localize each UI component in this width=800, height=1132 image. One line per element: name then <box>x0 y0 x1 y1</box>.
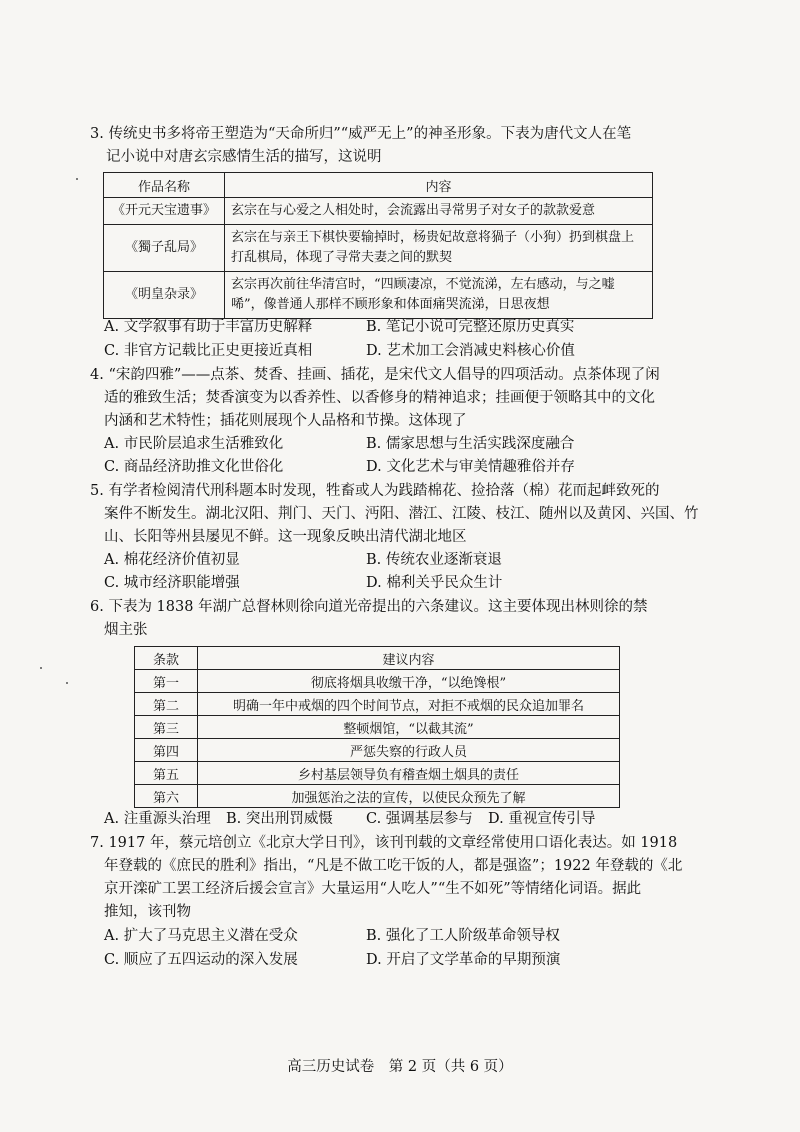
table-row <box>135 785 620 808</box>
table-header-row <box>104 173 653 198</box>
q7-option-a: A. 扩大了马克思主义潜在受众 <box>104 928 298 944</box>
q7-stem-line-4: 推知，该刊物 <box>104 904 191 920</box>
clause-content: 加强惩治之法的宣传，以使民众预先了解 <box>198 785 620 808</box>
table-row <box>135 693 620 716</box>
q4-stem-line-1: 4. “宋韵四雅”——点茶、焚香、挂画、插花，是宋代文人倡导的四项活动。点茶体现了闲 <box>90 367 660 383</box>
q4-option-a: A. 市民阶层追求生活雅致化 <box>104 436 284 452</box>
q5-option-c: C. 城市经济职能增强 <box>104 575 240 591</box>
clause-content: 明确一年中戒烟的四个时间节点，对拒不戒烟的民众追加罪名 <box>198 693 620 716</box>
q3-stem-line-1: 3. 传统史书多将帝王塑造为“天命所归”“威严无上”的神圣形象。下表为唐代文人在笔 <box>90 126 632 142</box>
q3-option-d: D. 艺术加工会消减史料核心价值 <box>366 343 575 359</box>
q4-stem-line-2: 适的雅致生活；焚香演变为以香养性、以香修身的精神追求；挂画便于领略其中的文化 <box>104 390 655 406</box>
q5-stem-line-2: 案件不断发生。湖北汉阳、荆门、天门、沔阳、潜江、江陵、枝江、随州以及黄冈、兴国、竹 <box>104 506 699 522</box>
clause-number: 第五 <box>135 762 198 785</box>
table-row <box>104 198 653 225</box>
q7-stem-line-2: 年登载的《庶民的胜利》指出，“凡是不做工吃干饭的人，都是强盗”；1922 年登载的《北 <box>104 858 683 874</box>
q7-option-b: B. 强化了工人阶级革命领导权 <box>366 928 560 944</box>
clause-number: 第三 <box>135 716 198 739</box>
scan-speck <box>76 178 78 180</box>
q3-option-c: C. 非官方记载比正史更接近真相 <box>104 343 313 359</box>
q6-stem-line-1: 6. 下表为 1838 年湖广总督林则徐向道光帝提出的六条建议。这主要体现出林则徐的禁 <box>90 599 648 615</box>
clause-number: 第六 <box>135 785 198 808</box>
q4-option-b: B. 儒家思想与生活实践深度融合 <box>366 436 575 452</box>
work-content: 玄宗再次前往华清宫时，“四顾凄凉，不觉流涕，左右感动，与之嘘唏”，像普通人那样不顾形象和体面痛哭流涕，日思夜想 <box>225 272 653 319</box>
q6-option-d: D. 重视宣传引导 <box>488 811 596 827</box>
table-row <box>135 762 620 785</box>
clause-number: 第一 <box>135 670 198 693</box>
clause-content: 彻底将烟具收缴干净，“以绝馋根” <box>198 670 620 693</box>
q3-option-b: B. 笔记小说可完整还原历史真实 <box>366 319 575 335</box>
q7-option-c: C. 顺应了五四运动的深入发展 <box>104 952 298 968</box>
q5-option-d: D. 棉利关乎民众生计 <box>366 575 503 591</box>
work-name: 《明皇杂录》 <box>104 272 225 319</box>
q3-table <box>103 172 653 319</box>
q4-option-d: D. 文化艺术与审美情趣雅俗并存 <box>366 459 575 475</box>
clause-number: 第二 <box>135 693 198 716</box>
q4-stem-line-3: 内涵和艺术特性；插花则展现个人品格和节操。这体现了 <box>104 413 467 429</box>
clause-number: 第四 <box>135 739 198 762</box>
q6-stem-line-2: 烟主张 <box>104 622 148 638</box>
q6-option-c: C. 强调基层参与 <box>366 811 473 827</box>
q6-option-b: B. 突出刑罚威慑 <box>226 811 333 827</box>
table-header-cell: 内容 <box>225 173 653 198</box>
q7-stem-line-3: 京开滦矿工罢工经济后援会宣言》大量运用“人吃人”“生不如死”等情绪化词语。据此 <box>104 881 642 897</box>
work-content: 玄宗在与心爱之人相处时，会流露出寻常男子对女子的款款爱意 <box>225 198 653 225</box>
q6-table <box>134 646 620 808</box>
table-header-cell: 作品名称 <box>104 173 225 198</box>
scan-speck <box>40 667 42 669</box>
clause-content: 严惩失察的行政人员 <box>198 739 620 762</box>
table-header-cell: 条款 <box>135 647 198 670</box>
q7-stem-line-1: 7. 1917 年，蔡元培创立《北京大学日刊》，该刊刊载的文章经常使用口语化表达。如 1918 <box>90 835 678 851</box>
table-row <box>135 716 620 739</box>
q6-option-a: A. 注重源头治理 <box>104 811 211 827</box>
work-name: 《獨子乱局》 <box>104 225 225 272</box>
table-row <box>104 225 653 272</box>
q4-option-c: C. 商品经济助推文化世俗化 <box>104 459 284 475</box>
table-row <box>135 739 620 762</box>
q5-stem-line-1: 5. 有学者检阅清代刑科题本时发现，牲畜或人为践踏棉花、捡拾落（棉）花而起衅致死的 <box>90 483 660 499</box>
q5-option-b: B. 传统农业逐渐衰退 <box>366 552 502 568</box>
q5-stem-line-3: 山、长阳等州县屡见不鲜。这一现象反映出清代湖北地区 <box>104 529 467 545</box>
clause-content: 整顿烟馆，“以截其流” <box>198 716 620 739</box>
table-row <box>104 272 653 319</box>
clause-content: 乡村基层领导负有稽查烟土烟具的责任 <box>198 762 620 785</box>
table-row <box>135 670 620 693</box>
q3-option-a: A. 文学叙事有助于丰富历史解释 <box>104 319 313 335</box>
q7-option-d: D. 开启了文学革命的早期预演 <box>366 952 561 968</box>
work-content: 玄宗在与亲王下棋快要输掉时，杨贵妃故意将猧子（小狗）扔到棋盘上打乱棋局，体现了寻常夫妻之间的默契 <box>225 225 653 272</box>
q3-stem-line-2: 记小说中对唐玄宗感情生活的描写，这说明 <box>106 149 382 165</box>
table-header-cell: 建议内容 <box>198 647 620 670</box>
page-footer: 高三历史试卷 第 2 页（共 6 页） <box>287 1059 513 1075</box>
table-header-row <box>135 647 620 670</box>
scan-speck <box>66 682 68 684</box>
work-name: 《开元天宝遗事》 <box>104 198 225 225</box>
q5-option-a: A. 棉花经济价值初显 <box>104 552 240 568</box>
